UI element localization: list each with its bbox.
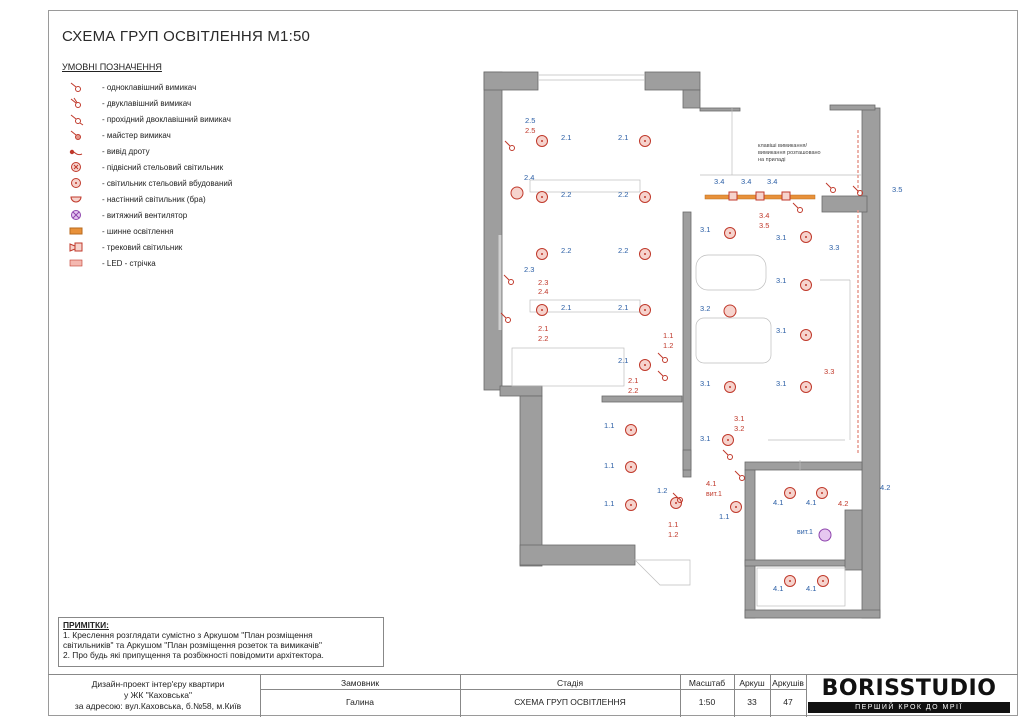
legend-label: - двуклавішний вимикач (102, 98, 192, 108)
label-group: 1.2 (657, 486, 668, 495)
recessed-light-center (822, 580, 824, 582)
label-group: 2.5 (525, 116, 536, 125)
switch-lever (658, 353, 663, 358)
client-header: Замовник (340, 678, 380, 688)
kitchen-note: клавіші вимикання/ (758, 143, 808, 149)
label-group: 3.1 (776, 326, 787, 335)
label-group: 3.1 (700, 379, 711, 388)
label-group: 2.3 (524, 265, 535, 274)
label-group: 2.2 (538, 334, 549, 343)
sheet-header: Аркуш (739, 678, 765, 688)
label-group: 2.1 (618, 356, 629, 365)
label-group: 3.1 (776, 233, 787, 242)
label-group: 3.4 (759, 211, 770, 220)
switch (509, 280, 514, 285)
recessed-light-center (541, 309, 543, 311)
switch-lever (658, 371, 663, 376)
label-group: 4.1 (773, 498, 784, 507)
label-group: 2.1 (618, 303, 629, 312)
switch (663, 358, 668, 363)
legend-label: - світильник стельовий вбудований (102, 178, 233, 188)
stage-value: СХЕМА ГРУП ОСВІТЛЕННЯ (514, 697, 626, 707)
label-group: 2.2 (561, 190, 572, 199)
recessed-light-center (805, 334, 807, 336)
project-line: у ЖК "Каховська" (123, 690, 193, 700)
label-group: 4.2 (880, 483, 891, 492)
sheets-value: 47 (783, 697, 793, 707)
switch-lever (504, 275, 509, 280)
label-group: 2.4 (524, 173, 535, 182)
switch (831, 188, 836, 193)
recessed-light-center (805, 386, 807, 388)
switch-lever (723, 450, 728, 455)
switch (740, 476, 745, 481)
recessed-light-center (729, 232, 731, 234)
project-line: Дизайн-проект інтер'єру квартири (91, 679, 225, 689)
label-group: 2.1 (561, 303, 572, 312)
legend-label: - одноклавішний вимикач (102, 82, 197, 92)
label-group: 3.3 (824, 367, 835, 376)
pendant-light (724, 305, 736, 317)
switch (506, 318, 511, 323)
legend-label: - витяжний вентилятор (102, 210, 188, 220)
recessed-light-center (789, 580, 791, 582)
kitchen-note: вимикання розташовано (758, 150, 821, 156)
recessed-light-center (675, 502, 677, 504)
legend-label: - шинне освітлення (102, 226, 174, 236)
label-group: 3.5 (759, 221, 770, 230)
label-group: 1.1 (604, 461, 615, 470)
label-group: 3.1 (700, 225, 711, 234)
label-group: 4.1 (806, 498, 817, 507)
recessed-light-center (644, 253, 646, 255)
recessed-light-center (805, 236, 807, 238)
notes-heading: ПРИМІТКИ: (63, 620, 109, 630)
legend-label: - вивід дроту (102, 146, 150, 156)
notes-line: світильників" та Аркушом "План розміщення розеток та вимикачів" (63, 640, 322, 650)
project-line: за адресою: вул.Каховська, б.№58, м.Київ (74, 701, 242, 711)
track-light (782, 192, 790, 200)
track-light (729, 192, 737, 200)
recessed-light-center (805, 284, 807, 286)
label-group: 1.1 (604, 499, 615, 508)
label-group: 2.2 (628, 386, 639, 395)
legend-label: - трековий світильник (102, 242, 183, 252)
recessed-light-center (630, 429, 632, 431)
recessed-light-center (541, 140, 543, 142)
label-group: 1.1 (719, 512, 730, 521)
recessed-light-center (541, 253, 543, 255)
brand-slogan: ПЕРШИЙ КРОК ДО МРІЇ (808, 702, 1010, 713)
label-group: 1.1 (663, 331, 674, 340)
recessed-light-center (644, 196, 646, 198)
stage-header: Стадія (556, 678, 584, 688)
label-group: 2.2 (561, 246, 572, 255)
label-group: 3.1 (734, 414, 745, 423)
track-light (756, 192, 764, 200)
label-group: 3.1 (776, 276, 787, 285)
recessed-light-center (644, 309, 646, 311)
brand-logo: BORISSTUDIO (821, 676, 997, 701)
label-group: 1.2 (663, 341, 674, 350)
label-group: 2.1 (618, 133, 629, 142)
label-group: 4.1 (773, 584, 784, 593)
switch (663, 376, 668, 381)
switch-lever (505, 141, 510, 146)
recessed-light-center (630, 466, 632, 468)
switch-lever (735, 471, 740, 476)
label-group: 2.3 (538, 278, 549, 287)
label-group: 3.1 (700, 434, 711, 443)
label-group: 3.2 (700, 304, 711, 313)
switch (728, 455, 733, 460)
notes-line: 2. Про будь які припущення та розбіжності повідомити архітектора. (63, 650, 324, 660)
pendant-light (511, 187, 523, 199)
label-group: 3.1 (776, 379, 787, 388)
switch-lever (793, 203, 798, 208)
recessed-light-center (630, 504, 632, 506)
label-group: 3.4 (714, 177, 725, 186)
legend-label: - LED - стрічка (102, 258, 156, 268)
label-group: 1.1 (668, 520, 679, 529)
label-group: 3.2 (734, 424, 745, 433)
label-group: 2.2 (618, 190, 629, 199)
sheet-title: СХЕМА ГРУП ОСВІТЛЕННЯ М1:50 (62, 28, 311, 45)
label-group: 2.4 (538, 287, 549, 296)
recessed-light-center (821, 492, 823, 494)
legend-label: - прохідний двоклавішний вимикач (102, 114, 231, 124)
label-group: 1.2 (668, 530, 679, 539)
client-value: Галина (346, 697, 374, 707)
label-group: 4.1 (706, 479, 717, 488)
recessed-light-center (729, 386, 731, 388)
recessed-light-center (541, 196, 543, 198)
legend-heading: УМОВНІ ПОЗНАЧЕННЯ (62, 62, 162, 72)
legend-label: - настінний світильник (бра) (102, 194, 206, 204)
label-group: 1.1 (604, 421, 615, 430)
switch (798, 208, 803, 213)
recessed-light-center (644, 140, 646, 142)
recessed-light-center (789, 492, 791, 494)
label-group: 2.1 (561, 133, 572, 142)
legend-label: - підвісний стельовий світильник (102, 162, 224, 172)
scale-header: Масштаб (688, 678, 726, 688)
label-group: 4.2 (838, 499, 849, 508)
label-group: 3.4 (767, 177, 778, 186)
label-group: 2.5 (525, 126, 536, 135)
label-group: 2.1 (538, 324, 549, 333)
label-group: вит.1 (706, 491, 722, 498)
label-group: 4.1 (806, 584, 817, 593)
legend-label: - майстер вимикач (102, 130, 171, 140)
scale-value: 1:50 (698, 697, 716, 707)
label-group: 3.3 (829, 243, 840, 252)
recessed-light-center (644, 364, 646, 366)
label-group: 2.2 (618, 246, 629, 255)
recessed-light-center (727, 439, 729, 441)
recessed-light-center (735, 506, 737, 508)
notes-line: 1. Креслення розглядати сумістно з Аркушом "План розміщення (63, 630, 313, 640)
sheet-value: 33 (747, 697, 757, 707)
label-group: 3.5 (892, 185, 903, 194)
exhaust-fan (819, 529, 831, 541)
label-group: 2.1 (628, 376, 639, 385)
sheets-header: Аркушів (772, 678, 804, 688)
light-fixtures (501, 136, 863, 587)
switch-lever (826, 183, 831, 188)
kitchen-note: на приладі (758, 157, 786, 163)
notes-box (58, 617, 384, 667)
switch (510, 146, 515, 151)
label-group: вит.1 (797, 529, 813, 536)
label-group: 3.4 (741, 177, 752, 186)
